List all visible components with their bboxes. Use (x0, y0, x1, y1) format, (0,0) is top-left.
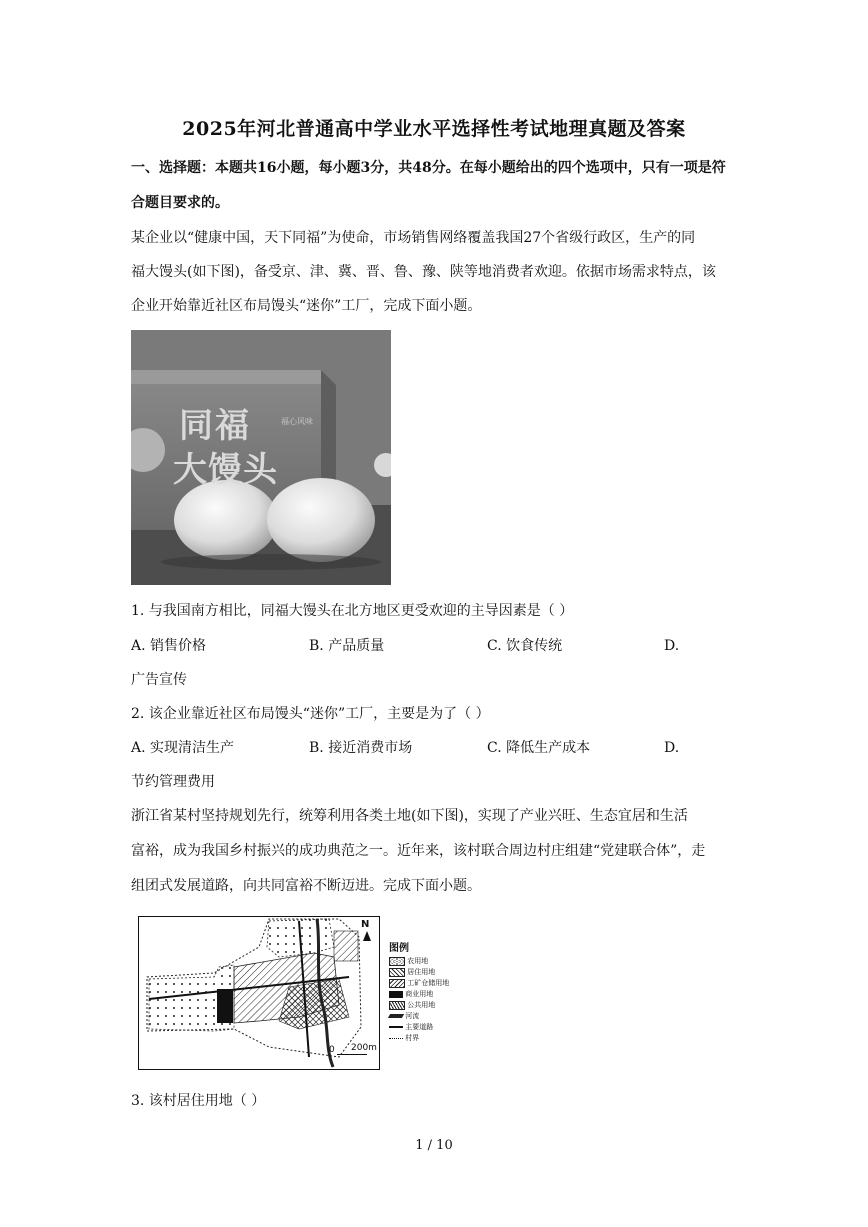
legend-industrial-swatch (389, 979, 405, 988)
legend-public-swatch (389, 1001, 405, 1010)
legend-river-swatch (388, 1014, 404, 1018)
passage1-line3: 企业开始靠近社区布局馒头“迷你”工厂，完成下面小题。 (131, 298, 482, 314)
scale-zero: 0 (329, 1045, 335, 1055)
q1-stem: 1. 与我国南方相比，同福大馒头在北方地区更受欢迎的主导因素是（ ） (131, 603, 574, 619)
passage1-line1: 某企业以“健康中国，天下同福”为使命，市场销售网络覆盖我国27个省级行政区，生产的同 (131, 230, 696, 246)
scale-bar (337, 1054, 367, 1055)
legend-road-label: 主要道路 (405, 1023, 434, 1031)
q2-option-c: C. 降低生产成本 (487, 740, 591, 756)
map-legend (389, 939, 479, 1044)
passage2-line3: 组团式发展道路，向共同富裕不断迈进。完成下面小题。 (131, 878, 481, 894)
q1-option-d-text: 广告宣传 (131, 672, 187, 688)
page-title: 2025年河北普通高中学业水平选择性考试地理真题及答案 (182, 118, 686, 140)
legend-item (389, 1000, 479, 1011)
q1-option-b: B. 产品质量 (309, 638, 385, 654)
land-use-map (138, 916, 450, 1070)
q3-stem: 3. 该村居住用地（ ） (131, 1093, 266, 1109)
legend-residential-swatch (389, 968, 405, 977)
q2-option-d: D. (664, 740, 680, 756)
north-arrow-icon (363, 931, 371, 941)
legend-river-label: 河流 (405, 1012, 420, 1020)
legend-item (389, 1033, 479, 1044)
legend-residential-label: 居住用地 (407, 968, 436, 976)
q1-option-c: C. 饮食传统 (487, 638, 563, 654)
page-number: 1 / 10 (415, 1138, 453, 1153)
legend-item (389, 1022, 479, 1033)
legend-item (389, 1011, 479, 1022)
legend-industrial-label: 工矿仓储用地 (407, 979, 450, 987)
legend-item (389, 967, 479, 978)
legend-item (389, 956, 479, 967)
q1-option-a: A. 销售价格 (131, 638, 207, 654)
legend-boundary-label: 村界 (405, 1034, 420, 1042)
section-heading-line1: 一、选择题：本题共16小题，每小题3分，共48分。在每小题给出的四个选项中，只有一项是符 (131, 160, 726, 176)
passage2-line2: 富裕，成为我国乡村振兴的成功典范之一。近年来，该村联合周边村庄组建“党建联合体”，走 (131, 843, 706, 859)
section-heading-line2: 合题目要求的。 (131, 195, 229, 211)
box-text-line2: 大馒头 (173, 450, 278, 490)
passage1-line2: 福大馒头(如下图)，备受京、津、冀、晋、鲁、豫、陕等地消费者欢迎。依据市场需求特点，该 (131, 264, 716, 280)
q2-option-d-text: 节约管理费用 (131, 774, 215, 790)
box-text-line1: 同福 (179, 406, 251, 446)
q2-option-b: B. 接近消费市场 (309, 740, 413, 756)
box-small-text: 福心风味 (281, 417, 313, 426)
legend-public-label: 公共用地 (407, 1001, 436, 1009)
legend-commercial-label: 商业用地 (405, 990, 434, 998)
legend-item (389, 978, 479, 989)
legend-farmland-swatch (389, 957, 405, 966)
legend-commercial-swatch (389, 991, 403, 998)
legend-item (389, 989, 479, 1000)
legend-farmland-label: 农用地 (407, 957, 429, 965)
land-use-map-drawing (139, 917, 379, 1069)
north-label: N (361, 919, 370, 930)
q2-stem: 2. 该企业靠近社区布局馒头“迷你”工厂，主要是为了（ ） (131, 706, 490, 722)
passage2-line1: 浙江省某村坚持规划先行，统筹利用各类土地(如下图)，实现了产业兴旺、生态宜居和生活 (131, 808, 688, 824)
legend-road-swatch (389, 1026, 403, 1028)
legend-boundary-swatch (389, 1038, 403, 1039)
q1-option-d: D. (664, 638, 680, 654)
q2-option-a: A. 实现清洁生产 (131, 740, 235, 756)
legend-title: 图例 (389, 943, 409, 954)
scale-label: 200m (351, 1043, 377, 1053)
mantou-photo (131, 330, 391, 585)
